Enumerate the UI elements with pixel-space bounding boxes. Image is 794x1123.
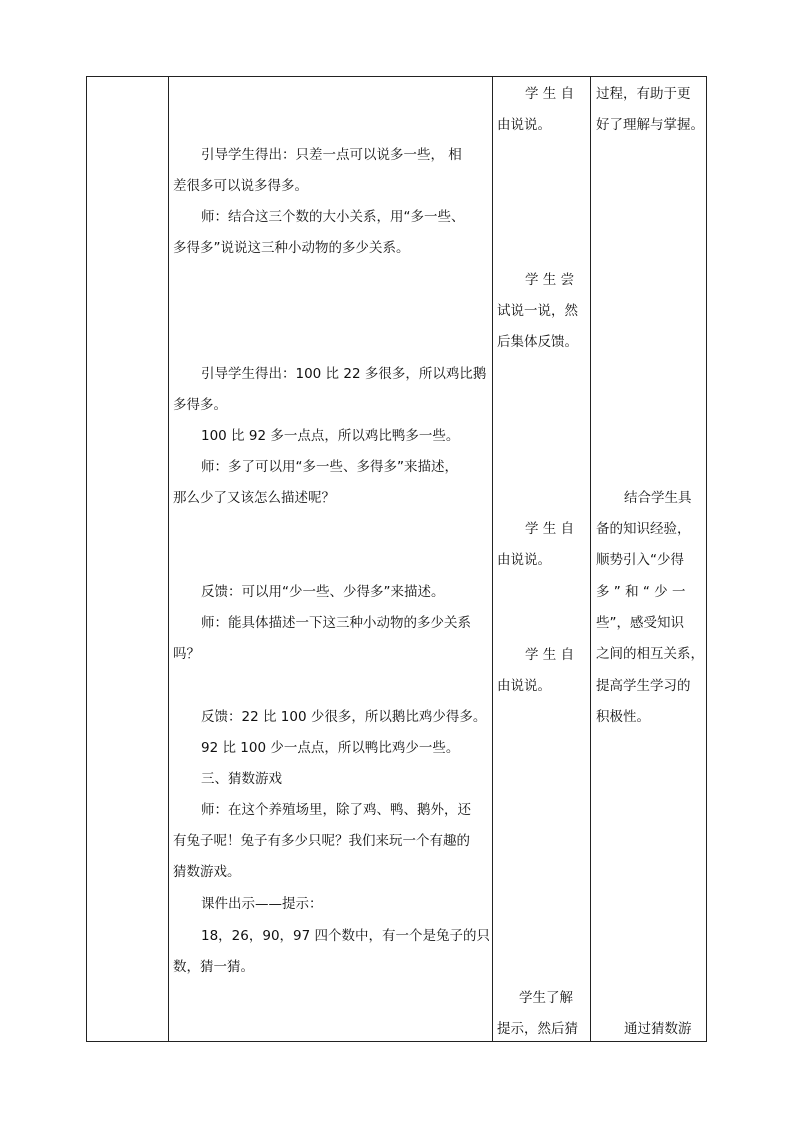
teaching-text-line: 差很多可以说多得多。: [173, 178, 308, 194]
teaching-text-line: 有兔子呢！兔子有多少只呢？我们来玩一个有趣的: [173, 833, 470, 849]
student-text-line: 学 生 尝: [525, 272, 575, 288]
student-text-line: 由说说。: [497, 678, 551, 694]
teaching-text-line: 师：能具体描述一下这三种小动物的多少关系: [201, 615, 471, 631]
student-text-line: 试说一说，然: [497, 303, 578, 319]
student-text-line: 学 生 自: [525, 647, 575, 663]
teaching-text-line: 多得多”说说这三种小动物的多少关系。: [173, 240, 410, 256]
teaching-text-line: 师：在这个养殖场里，除了鸡、鸭、鹅外，还: [201, 802, 471, 818]
teaching-text-line: 数，猜一猜。: [173, 959, 254, 975]
intent-text-line: 些”，感受知识: [596, 615, 684, 631]
intent-text-line: 积极性。: [596, 709, 650, 725]
teaching-text-line: 吗？: [173, 646, 200, 662]
intent-text-line: 顺势引入“少得: [596, 552, 684, 568]
intent-text-line: 过程，有助于更: [596, 86, 691, 102]
teaching-text-line: 多得多。: [173, 397, 227, 413]
teaching-text-line: 18，26，90，97 四个数中，有一个是兔子的只: [201, 928, 491, 944]
teaching-text-line: 师：结合这三个数的大小关系，用“多一些、: [201, 209, 465, 225]
teaching-text-line: 反馈：22 比 100 少很多，所以鹅比鸡少得多。: [201, 709, 487, 725]
teaching-text-line: 那么少了又该怎么描述呢？: [173, 490, 335, 506]
teaching-text-line: 100 比 92 多一点点，所以鸡比鸭多一些。: [201, 428, 460, 444]
student-text-line: 学生了解: [519, 990, 573, 1006]
intent-text-line: 备的知识经验，: [596, 521, 691, 537]
section-heading: 三、猜数游戏: [201, 771, 282, 787]
column-divider-1: [168, 77, 169, 1041]
student-text-line: 学 生 自: [525, 521, 575, 537]
student-text-line: 后集体反馈。: [497, 334, 578, 350]
student-text-line: 学 生 自: [525, 86, 575, 102]
student-text-line: 由说说。: [497, 552, 551, 568]
student-text-line: 由说说。: [497, 117, 551, 133]
intent-text-line: 之间的相互关系，: [596, 646, 704, 662]
student-text-line: 提示，然后猜: [497, 1021, 578, 1037]
teaching-text-line: 猜数游戏。: [173, 864, 241, 880]
intent-text-line: 好了理解与掌握。: [596, 117, 704, 133]
intent-text-line: 提高学生学习的: [596, 678, 691, 694]
intent-text-line: 结合学生具: [624, 490, 692, 506]
teaching-text-line: 92 比 100 少一点点，所以鸭比鸡少一些。: [201, 740, 460, 756]
teaching-text-line: 反馈：可以用“少一些、少得多”来描述。: [201, 584, 445, 600]
teaching-text-line: 师：多了可以用“多一些、多得多”来描述，: [201, 459, 458, 475]
column-divider-2: [492, 77, 493, 1041]
teaching-text-line: 课件出示——提示：: [201, 896, 323, 912]
column-divider-3: [590, 77, 591, 1041]
intent-text-line: 通过猜数游: [624, 1021, 692, 1037]
teaching-text-line: 引导学生得出：100 比 22 多很多，所以鸡比鹅: [201, 366, 487, 382]
intent-text-line: 多 ” 和 “ 少 一: [596, 584, 686, 600]
teaching-text-line: 引导学生得出：只差一点可以说多一些， 相: [201, 147, 462, 163]
